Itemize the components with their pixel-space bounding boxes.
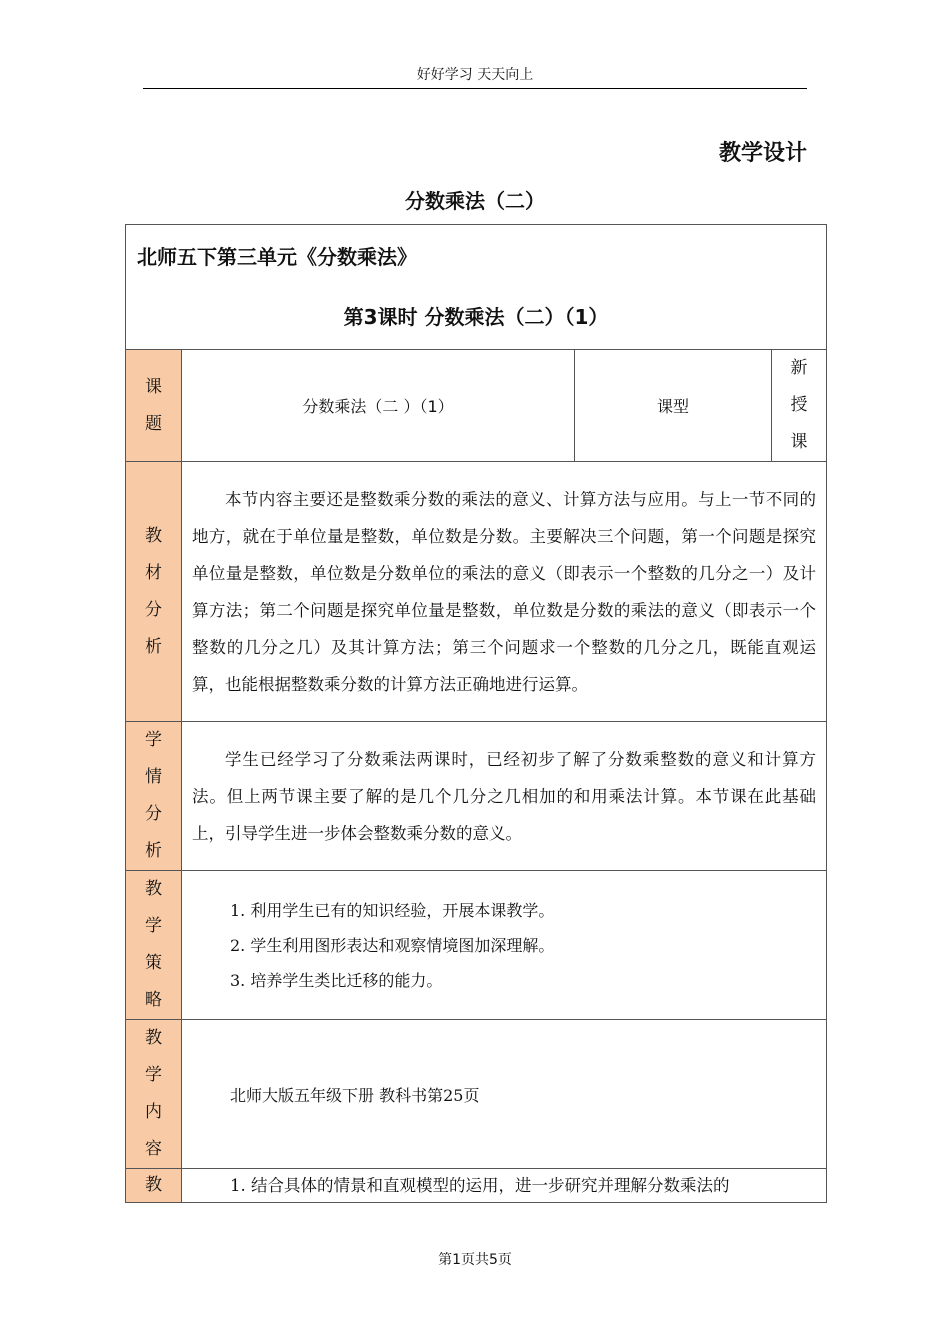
page-header: 好好学习 天天向上 <box>416 67 534 83</box>
list-item: 2. 学生利用图形表达和观察情境图加深理解。 <box>230 935 555 955</box>
teaching-goals-text: 1. 结合具体的情景和直观模型的运用，进一步研究并理解分数乘法的 <box>230 1176 730 1195</box>
lesson-title: 第3课时 分数乘法（二）（1） <box>343 305 609 329</box>
document-kind: 教学设计 <box>718 141 807 166</box>
label-teaching-content: 教 学 内 容 <box>126 1020 182 1169</box>
label-student-analysis: 学 情 分 析 <box>126 722 182 871</box>
material-analysis-text: 本节内容主要还是整数乘分数的乘法的意义、计算方法与应用。与上一节不同的地方，就在于单位量是整数，单位数是分数。主要解决三个问题，第一个问题是探究单位量是整数，单位数是分数单位的乘法的意义（即表示一个整数的几分之一）及计算方法；第二个问题是探究单位量是整数，单位数是分数的乘法的意义（即表示一个整数的几分之几）及其计算方法；第三个问题求一个整数的几分之几，既能直观运算，也能根据整数乘分数的计算方法正确地进行运算。 <box>192 489 816 694</box>
header-divider <box>143 88 807 89</box>
label-teaching-goals: 教 <box>126 1169 182 1203</box>
student-analysis-text: 学生已经学习了分数乘法两课时，已经初步了解了分数乘整数的意义和计算方法。但上两节课主要了解的是几个几分之几相加的和用乘法计算。本节课在此基础上，引导学生进一步体会整数乘分数的意义。 <box>192 749 816 843</box>
teaching-content-text: 北师大版五年级下册 教科书第25页 <box>230 1085 480 1105</box>
student-analysis-cell <box>182 722 827 871</box>
label-teaching-strategy: 教 学 策 略 <box>126 871 182 1020</box>
label-material-analysis: 教 材 分 析 <box>126 462 182 722</box>
page-number: 第1页共5页 <box>438 1252 512 1268</box>
document-title: 分数乘法（二） <box>405 189 545 213</box>
list-item: 1. 利用学生已有的知识经验，开展本课教学。 <box>230 900 555 920</box>
unit-title: 北师五下第三单元《分数乘法》 <box>137 245 417 269</box>
teaching-strategy-cell <box>182 871 827 1020</box>
teaching-content-cell <box>182 1020 827 1169</box>
list-item: 3. 培养学生类比迁移的能力。 <box>230 970 443 990</box>
lesson-plan-table <box>125 224 827 1203</box>
material-analysis-cell <box>182 462 827 722</box>
topic-value: 分数乘法（二 ）（1） <box>182 350 575 462</box>
lesson-type-value: 新 授 课 <box>772 350 827 462</box>
lesson-type-label: 课型 <box>575 350 772 462</box>
title-cell <box>126 225 827 350</box>
label-topic: 课 题 <box>126 350 182 462</box>
strategy-list <box>182 893 826 998</box>
teaching-goals-cell <box>182 1169 827 1203</box>
